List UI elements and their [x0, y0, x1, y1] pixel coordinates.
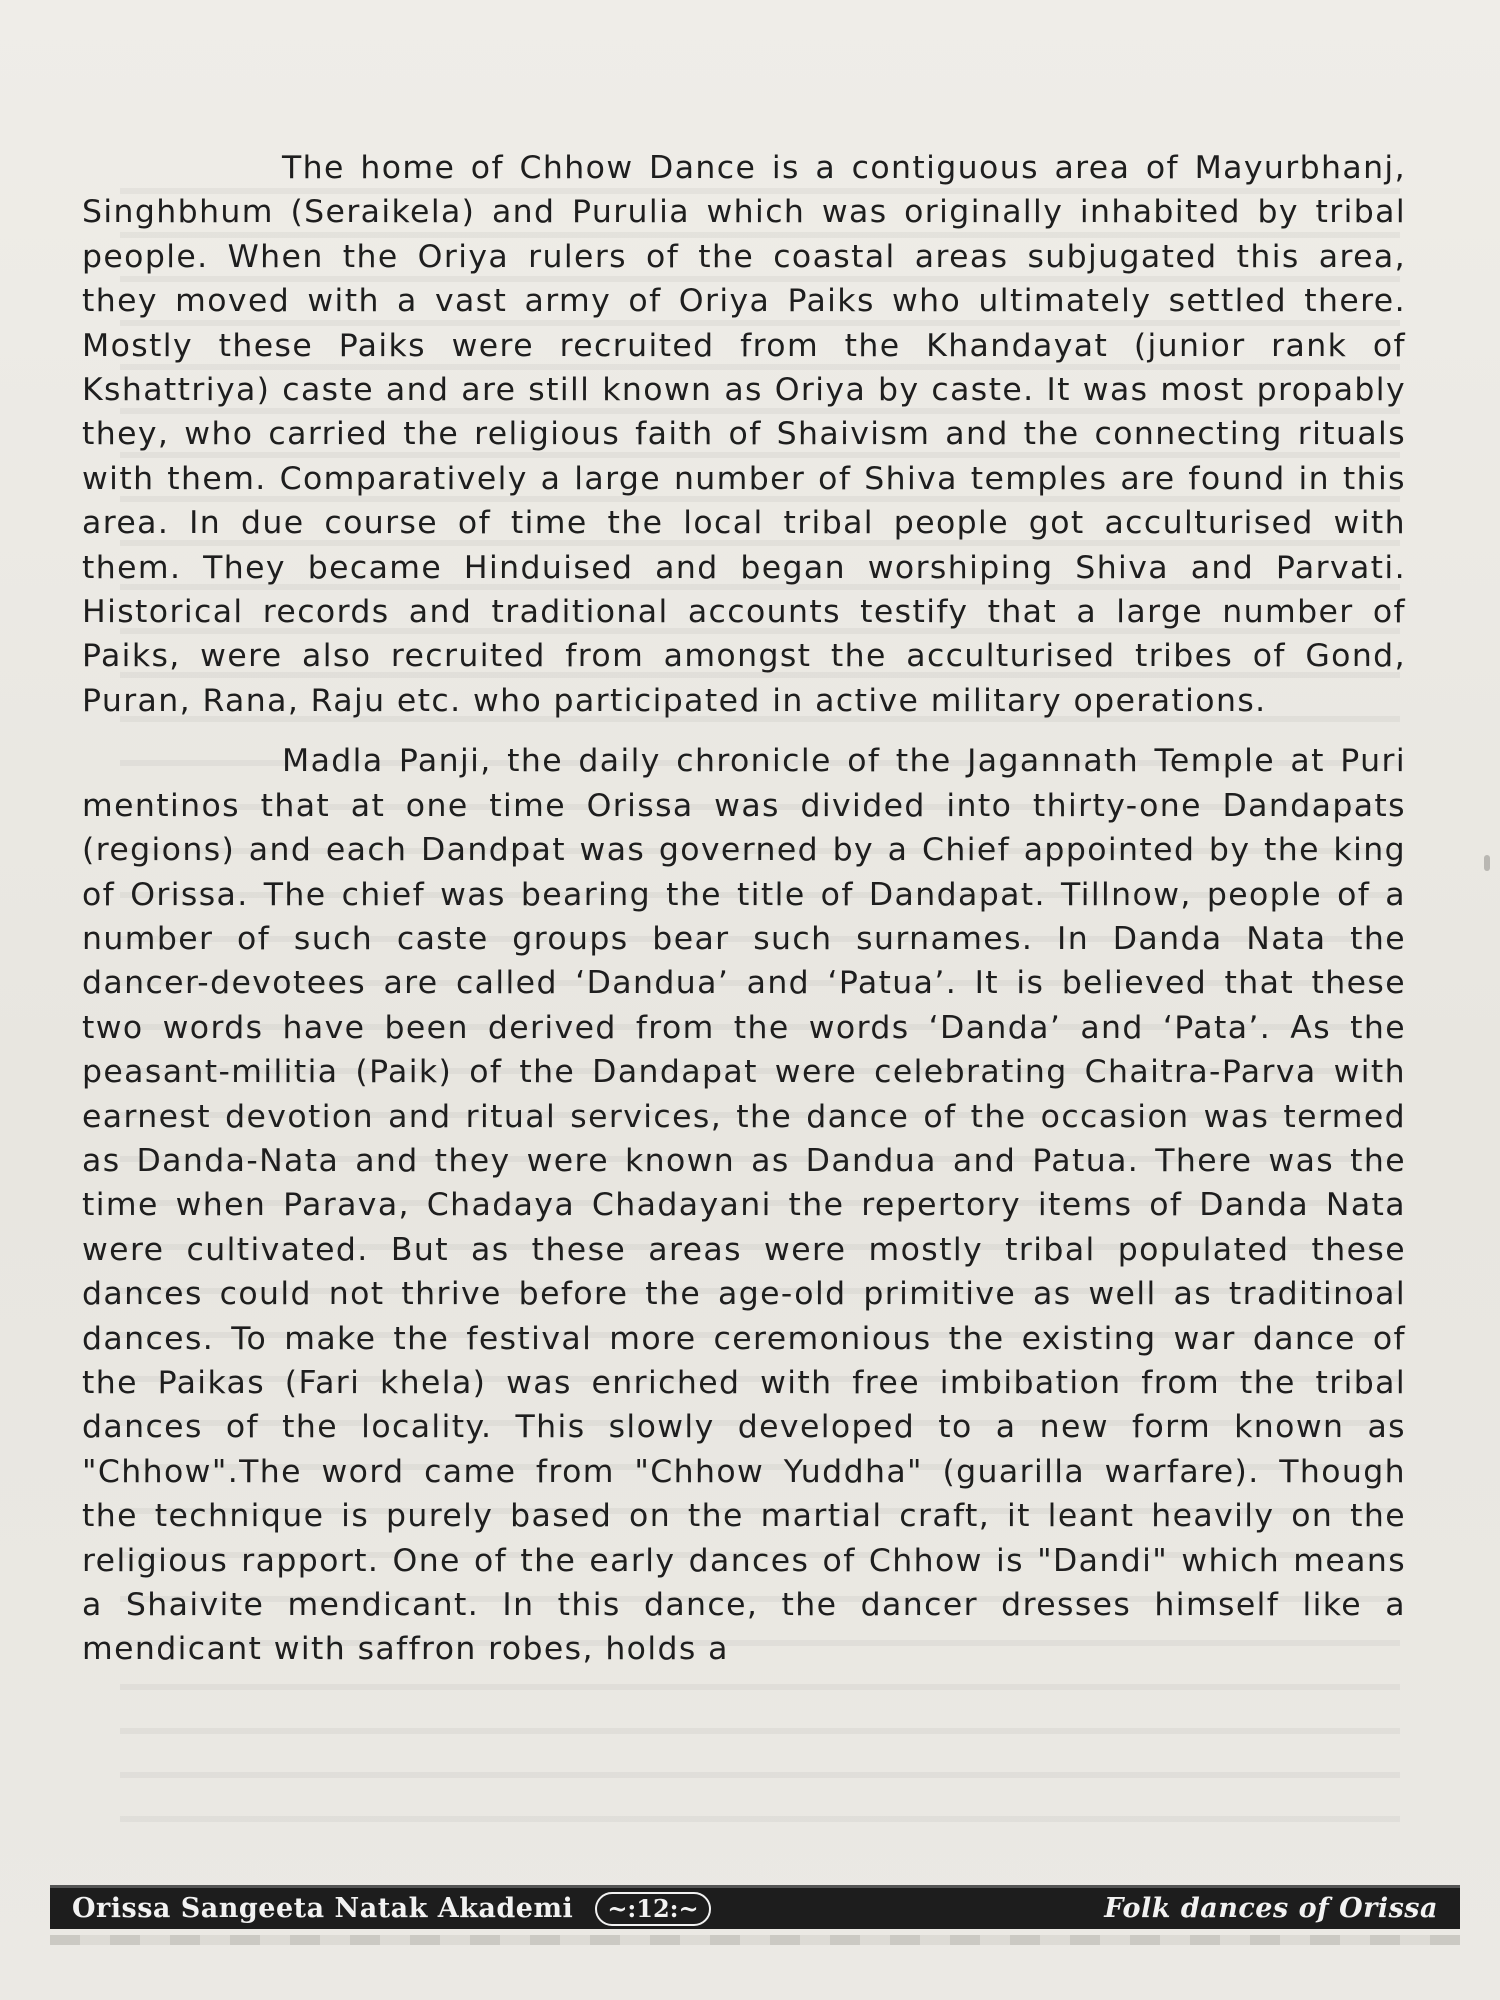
- paragraph-chhow-origin: The home of Chhow Dance is a contiguous area of Mayurbhanj, Singhbhum (Seraikela) and Purulia which was originally inhabited by tribal people. When the Oriya rulers of the coastal areas subjugated this area, they moved with a vast army of Oriya Paiks who ultimately settled there. Mostly these Paiks were recruited from the Khandayat (junior rank of Kshattriya) caste and are still known as Oriya by caste. It was most propably they, who carried the religious faith of Shaivism and the connecting rituals with them. Comparatively a large number of Shiva temples are found in this area. In due course of time the local tribal people got acculturised with them. They became Hinduised and began worshiping Shiva and Parvati. Historical records and traditional accounts testify that a large number of Paiks, were also recruited from amongst the acculturised tribes of Gond, Puran, Rana, Raju etc. who participated in active military operations.: [82, 150, 1406, 719]
- paragraph-madla-panji: Madla Panji, the daily chronicle of the Jagannath Temple at Puri mentinos that at one time Orissa was divided into thirty-one Dandapats (regions) and each Dandpat was governed by a Chief appointed by the king of Orissa. The chief was bearing the title of Dandapat. Tillnow, people of a number of such caste groups bear such surnames. In Danda Nata the dancer-devotees are called ‘Dandua’ and ‘Patua’. It is believed that these two words have been derived from the words ‘Danda’ and ‘Pata’. As the peasant-militia (Paik) of the Dandapat were celebrating Chaitra-Parva with earnest devotion and ritual services, the dance of the occasion was termed as Danda-Nata and they were known as Dandua and Patua. There was the time when Parava, Chadaya Chadayani the repertory items of Danda Nata were cultivated. But as these areas were mostly tribal populated these dances could not thrive before the age-old primitive as well as traditinoal dances. To make the festival more ceremonious the existing war dance of the Paikas (Fari khela) was enriched with free imbibation from the tribal dances of the locality. This slowly developed to a new form known as "Chhow".The word came from "Chhow Yuddha" (guarilla warfare). Though the technique is purely based on the martial craft, it leant heavily on the religious rapport. One of the early dances of Chhow is "Dandi" which means a Shaivite mendicant. In this dance, the dancer dresses himself like a mendicant with saffron robes, holds a: [82, 743, 1406, 1668]
- footer-page-number: ~:12:~: [595, 1892, 710, 1926]
- page-footer: [50, 1885, 1460, 1929]
- page-edge-mark: [1484, 855, 1490, 871]
- footer-organization: Orissa Sangeeta Natak Akademi: [72, 1893, 574, 1924]
- footer-underline: [50, 1935, 1460, 1945]
- footer-book-title: Folk dances of Orissa: [1104, 1893, 1438, 1924]
- body-text: [82, 146, 1406, 1672]
